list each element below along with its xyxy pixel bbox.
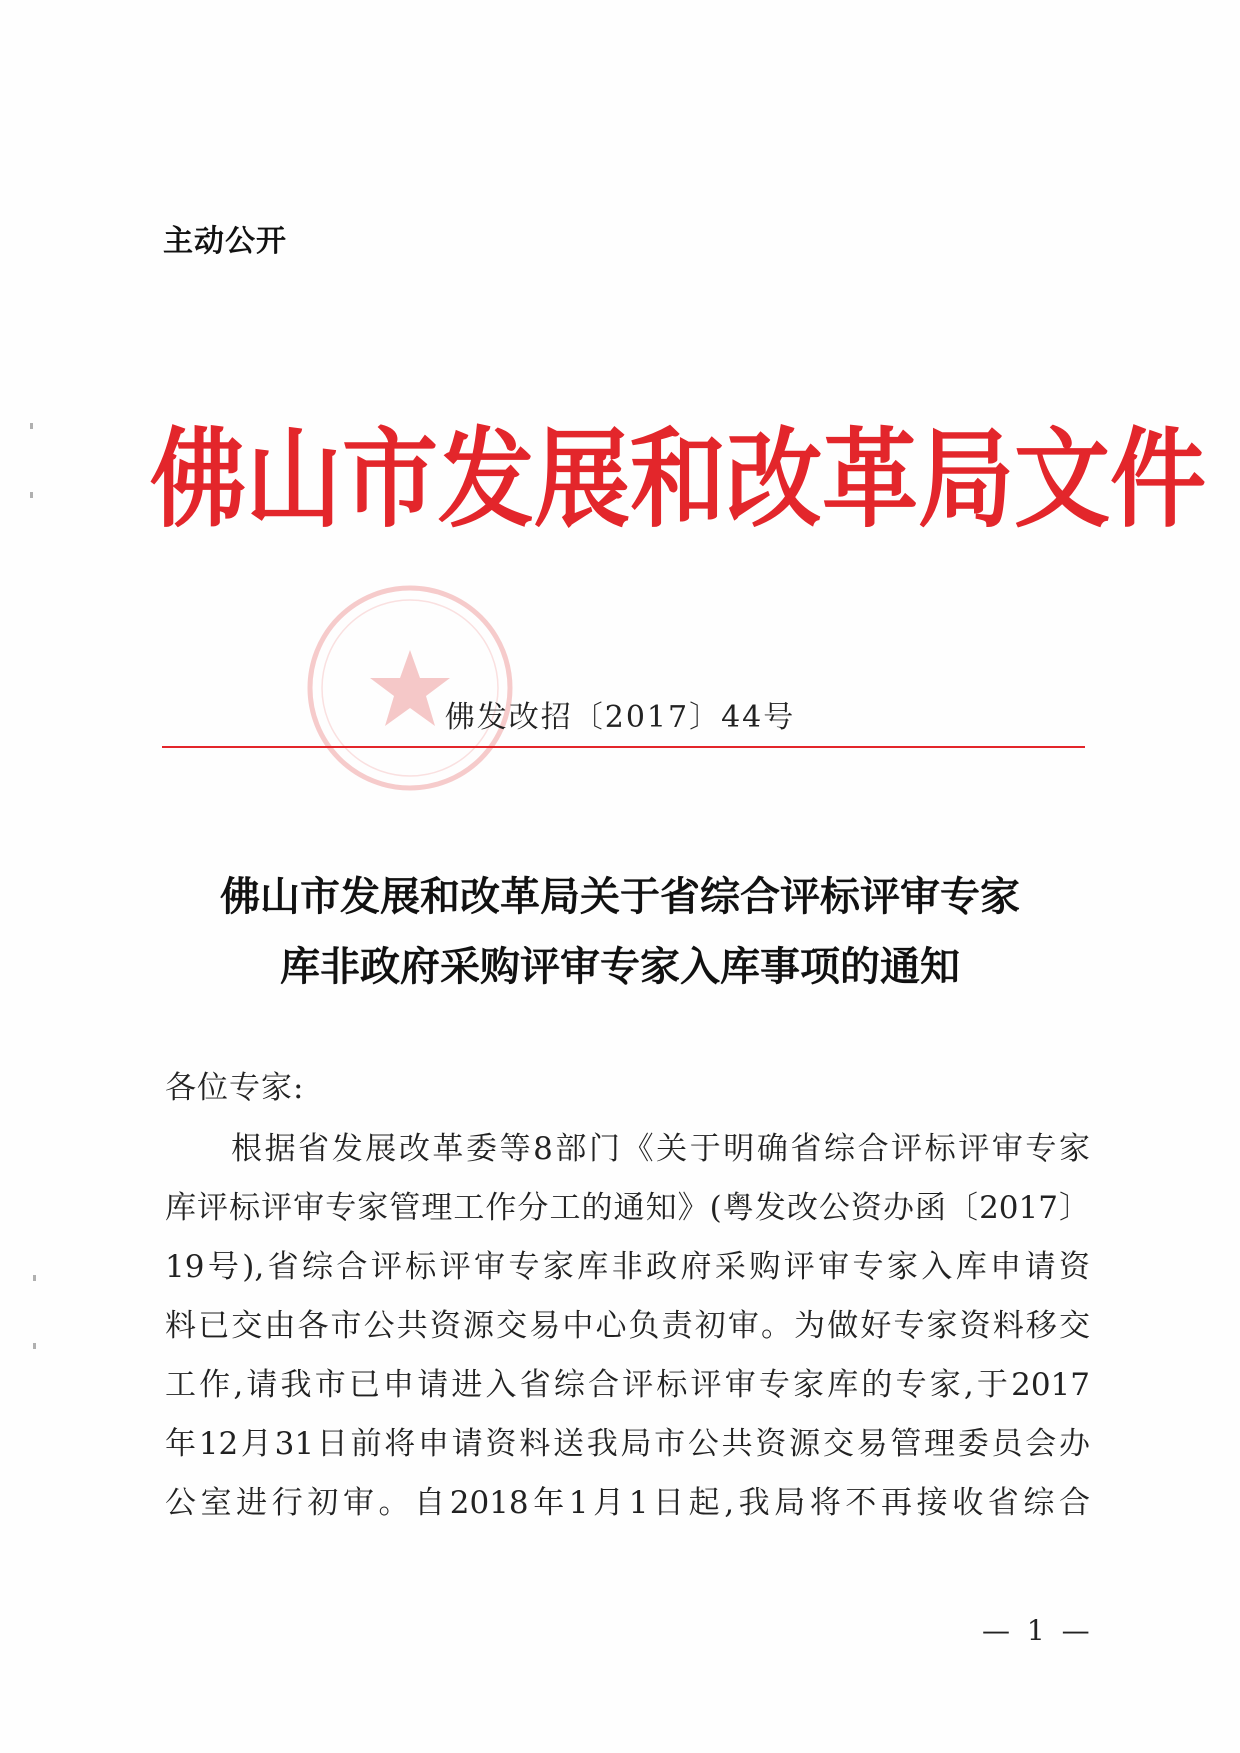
scan-mark — [33, 1343, 36, 1349]
scan-mark — [30, 492, 33, 498]
page-number: — 1 — — [982, 1614, 1094, 1647]
official-seal-icon — [300, 578, 520, 798]
scan-mark — [33, 1275, 36, 1281]
body-line: 工作,请我市已申请进入省综合评标评审专家库的专家,于2017 — [165, 1367, 1090, 1403]
title-line-1: 佛山市发展和改革局关于省综合评标评审专家 — [220, 873, 1020, 920]
scan-mark — [30, 423, 33, 429]
notice-title — [150, 862, 1090, 1002]
document-number: 佛发改招〔2017〕44号 — [444, 700, 796, 735]
title-line-2: 库非政府采购评审专家入库事项的通知 — [280, 943, 960, 990]
red-divider — [162, 746, 1085, 748]
body-line: 年12月31日前将申请资料送我局市公共资源交易管理委员会办 — [165, 1426, 1090, 1462]
body-line: 库评标评审专家管理工作分工的通知》(粤发改公资办函〔2017〕 — [165, 1190, 1090, 1226]
body-line: 公室进行初审。自2018年1月1日起,我局将不再接收省综合 — [165, 1485, 1090, 1521]
body-line: 料已交由各市公共资源交易中心负责初审。为做好专家资料移交 — [165, 1308, 1090, 1344]
body-line: 19号),省综合评标评审专家库非政府采购评审专家入库申请资 — [165, 1249, 1090, 1285]
disclosure-label: 主动公开 — [163, 224, 287, 259]
salutation: 各位专家: — [165, 1070, 305, 1106]
issuer-masthead: 佛山市发展和改革局文件 — [150, 415, 1206, 543]
body-paragraph — [165, 1120, 1090, 1533]
body-line: 根据省发展改革委等8部门《关于明确省综合评标评审专家 — [231, 1131, 1090, 1167]
